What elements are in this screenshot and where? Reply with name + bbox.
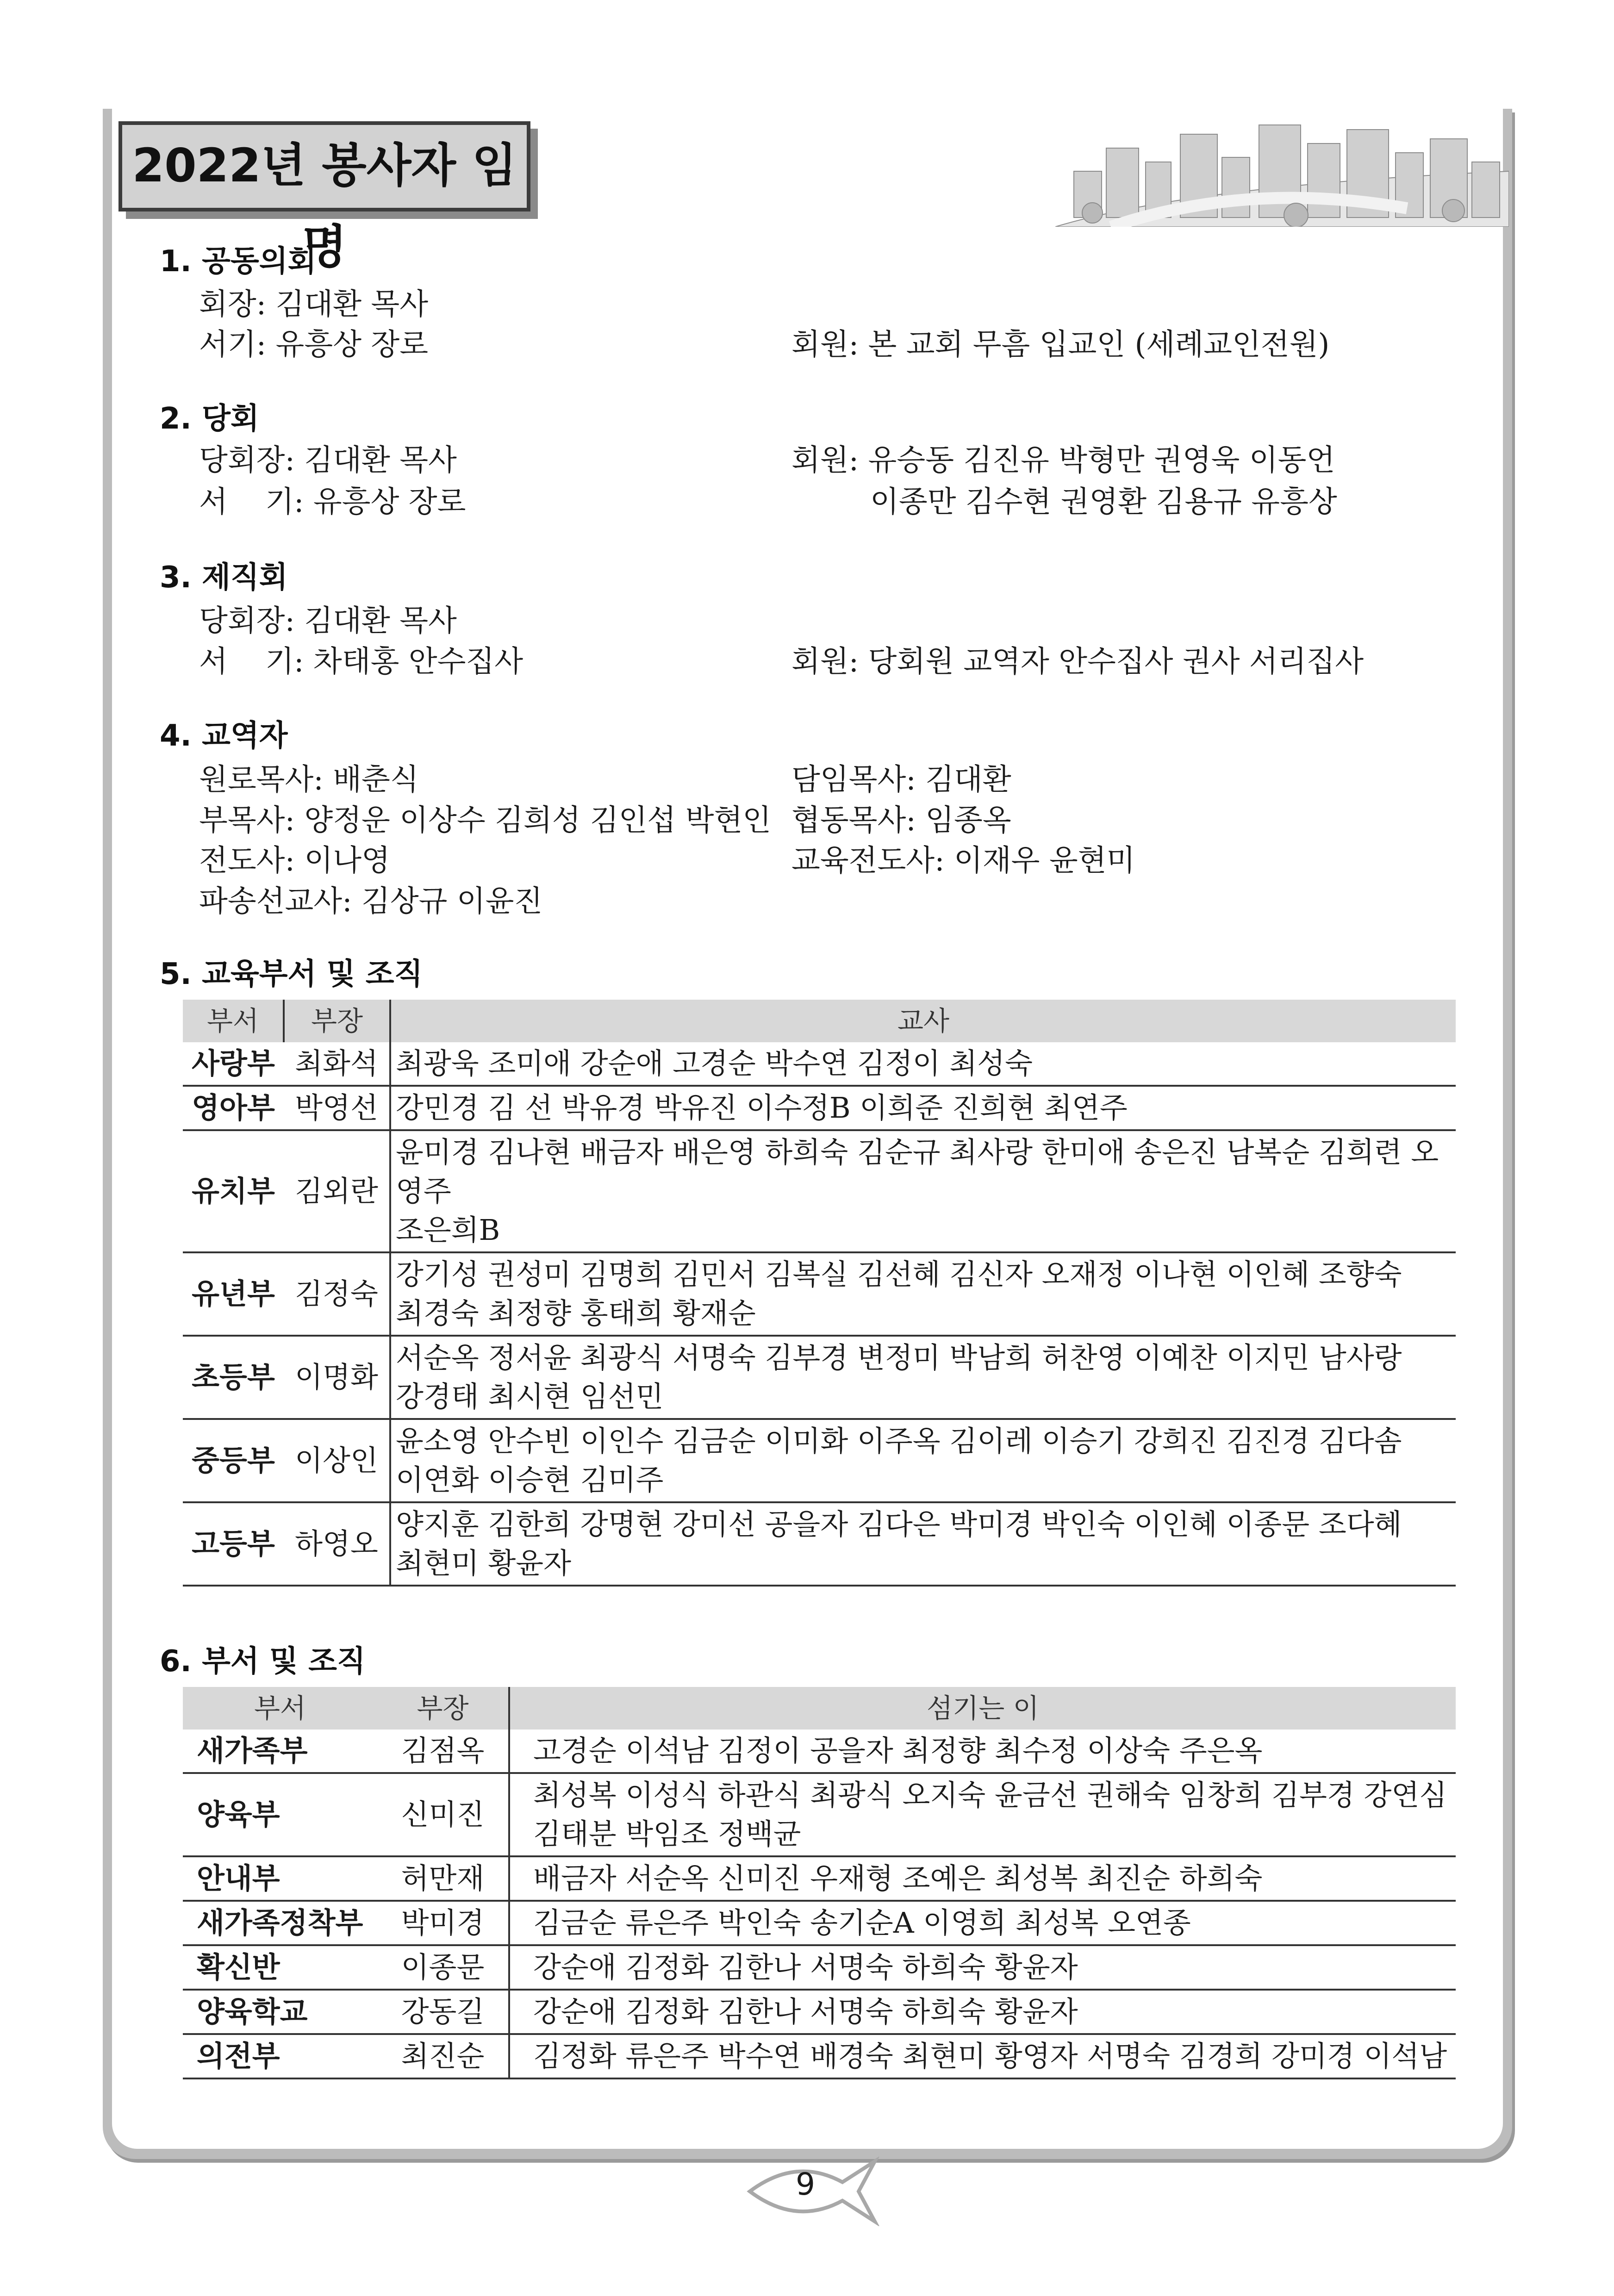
table-row bbox=[183, 1086, 1456, 1130]
dept-name: 안내부 bbox=[183, 1856, 377, 1901]
header-dept: 부서 bbox=[183, 1000, 284, 1042]
s4-line-2: 부목사: 양정운 이상수 김희성 김인섭 박현인 bbox=[199, 803, 772, 838]
dept-name: 유년부 bbox=[183, 1252, 284, 1336]
dept-members: 양지훈 김한희 강명현 강미선 공을자 김다은 박미경 박인숙 이인혜 이종문 조다혜 최현미 황윤자 bbox=[390, 1502, 1456, 1586]
dept-members: 최광욱 조미애 강순애 고경순 박수연 김정이 최성숙 bbox=[390, 1042, 1456, 1086]
s2-right-1: 회원: 유승동 김진유 박형만 권영욱 이동언 bbox=[791, 443, 1335, 478]
dept-head: 박미경 bbox=[377, 1901, 509, 1945]
s4-line-4: 파송선교사: 김상규 이윤진 bbox=[199, 884, 543, 919]
dept-members: 고경순 이석남 김정이 공을자 최정향 최수정 이상숙 주은옥 bbox=[509, 1730, 1456, 1773]
s1-right-2: 회원: 본 교회 무흠 입교인 (세례교인전원) bbox=[791, 328, 1330, 362]
table-row bbox=[183, 1990, 1456, 2034]
s1-line-2: 서기: 유흥상 장로 bbox=[199, 328, 429, 362]
dept-members: 윤소영 안수빈 이인수 김금순 이미화 이주옥 김이레 이승기 강희진 김진경 김다솜 이연화 이승현 김미주 bbox=[390, 1419, 1456, 1502]
dept-head: 이명화 bbox=[284, 1336, 390, 1419]
s1-line-1: 회장: 김대환 목사 bbox=[199, 287, 429, 322]
page-number: 9 bbox=[796, 2166, 815, 2202]
dept-head: 강동길 bbox=[377, 1990, 509, 2034]
section-title-1: 1. 공동의회 bbox=[160, 244, 317, 279]
table-row bbox=[183, 1856, 1456, 1901]
table-row bbox=[183, 2034, 1456, 2078]
s3-right-2: 회원: 당회원 교역자 안수집사 권사 서리집사 bbox=[791, 645, 1364, 679]
dept-name: 고등부 bbox=[183, 1502, 284, 1586]
header-teachers: 교사 bbox=[390, 1000, 1456, 1042]
header-members: 섬기는 이 bbox=[509, 1687, 1456, 1730]
section-title-5: 5. 교육부서 및 조직 bbox=[160, 957, 423, 991]
s4-line-1: 원로목사: 배춘식 bbox=[199, 763, 419, 797]
table-header-row bbox=[183, 1687, 1456, 1730]
dept-head: 최화석 bbox=[284, 1042, 390, 1086]
dept-members: 김금순 류은주 박인숙 송기순A 이영희 최성복 오연종 bbox=[509, 1901, 1456, 1945]
dept-name: 초등부 bbox=[183, 1336, 284, 1419]
dept-head: 하영오 bbox=[284, 1502, 390, 1586]
s2-right-2: 이종만 김수현 권영환 김용규 유흥상 bbox=[870, 485, 1337, 519]
dept-name: 중등부 bbox=[183, 1419, 284, 1502]
dept-name: 양육학교 bbox=[183, 1990, 377, 2034]
header-dept: 부서 bbox=[183, 1687, 377, 1730]
dept-head: 김정숙 bbox=[284, 1252, 390, 1336]
page-title: 2022년 봉사자 임명 bbox=[132, 138, 517, 274]
header-head: 부장 bbox=[377, 1687, 509, 1730]
dept-members: 서순옥 정서윤 최광식 서명숙 김부경 변정미 박남희 허찬영 이예찬 이지민 남사랑 강경태 최시현 임선민 bbox=[390, 1336, 1456, 1419]
s4-right-3: 교육전도사: 이재우 윤현미 bbox=[791, 844, 1135, 878]
section-title-4: 4. 교역자 bbox=[160, 719, 288, 753]
s4-right-2: 협동목사: 임종옥 bbox=[791, 803, 1011, 838]
dept-name: 새가족부 bbox=[183, 1730, 377, 1773]
departments-table bbox=[183, 1687, 1456, 2079]
dept-head: 김점옥 bbox=[377, 1730, 509, 1773]
dept-members: 강기성 권성미 김명희 김민서 김복실 김선혜 김신자 오재정 이나현 이인혜 조향숙 최경숙 최정향 홍태희 황재순 bbox=[390, 1252, 1456, 1336]
dept-name: 새가족정착부 bbox=[183, 1901, 377, 1945]
s2-line-1: 당회장: 김대환 목사 bbox=[199, 443, 457, 478]
dept-members: 윤미경 김나현 배금자 배은영 하희숙 김순규 최사랑 한미애 송은진 남복순 김희련 오영주 조은희B bbox=[390, 1130, 1456, 1252]
table-row bbox=[183, 1901, 1456, 1945]
dept-name: 양육부 bbox=[183, 1773, 377, 1856]
table-row bbox=[183, 1042, 1456, 1086]
s4-line-3: 전도사: 이나영 bbox=[199, 844, 390, 878]
table-row bbox=[183, 1336, 1456, 1419]
city-illustration-icon bbox=[1055, 116, 1509, 227]
s3-line-2: 서 기: 차태홍 안수집사 bbox=[199, 645, 523, 679]
dept-name: 유치부 bbox=[183, 1130, 284, 1252]
dept-members: 강민경 김 선 박유경 박유진 이수정B 이희준 진희현 최연주 bbox=[390, 1086, 1456, 1130]
table-row bbox=[183, 1130, 1456, 1252]
dept-head: 이상인 bbox=[284, 1419, 390, 1502]
header-head: 부장 bbox=[284, 1000, 390, 1042]
dept-members: 배금자 서순옥 신미진 우재형 조예은 최성복 최진순 하희숙 bbox=[509, 1856, 1456, 1901]
section-title-3: 3. 제직회 bbox=[160, 560, 288, 595]
dept-members: 최성복 이성식 하관식 최광식 오지숙 윤금선 권해숙 임창희 김부경 강연심 김태분 박임조 정백균 bbox=[509, 1773, 1456, 1856]
dept-head: 신미진 bbox=[377, 1773, 509, 1856]
table-row bbox=[183, 1252, 1456, 1336]
dept-name: 영아부 bbox=[183, 1086, 284, 1130]
dept-members: 강순애 김정화 김한나 서명숙 하희숙 황윤자 bbox=[509, 1990, 1456, 2034]
dept-name: 확신반 bbox=[183, 1945, 377, 1990]
section-title-2: 2. 당회 bbox=[160, 402, 259, 436]
dept-head: 김외란 bbox=[284, 1130, 390, 1252]
table-row bbox=[183, 1773, 1456, 1856]
dept-head: 최진순 bbox=[377, 2034, 509, 2078]
dept-name: 의전부 bbox=[183, 2034, 377, 2078]
table-row bbox=[183, 1502, 1456, 1586]
dept-name: 사랑부 bbox=[183, 1042, 284, 1086]
table-row bbox=[183, 1730, 1456, 1773]
table-header-row bbox=[183, 1000, 1456, 1042]
dept-members: 김정화 류은주 박수연 배경숙 최현미 황영자 서명숙 김경희 강미경 이석남 bbox=[509, 2034, 1456, 2078]
table-row bbox=[183, 1419, 1456, 1502]
table-row bbox=[183, 1945, 1456, 1990]
dept-head: 박영선 bbox=[284, 1086, 390, 1130]
section-title-6: 6. 부서 및 조직 bbox=[160, 1644, 366, 1679]
dept-head: 허만재 bbox=[377, 1856, 509, 1901]
dept-head: 이종문 bbox=[377, 1945, 509, 1990]
dept-members: 강순애 김정화 김한나 서명숙 하희숙 황윤자 bbox=[509, 1945, 1456, 1990]
s2-line-2: 서 기: 유흥상 장로 bbox=[199, 485, 466, 519]
s3-line-1: 당회장: 김대환 목사 bbox=[199, 604, 457, 638]
s4-right-1: 담임목사: 김대환 bbox=[791, 763, 1011, 797]
education-table bbox=[183, 1000, 1456, 1587]
